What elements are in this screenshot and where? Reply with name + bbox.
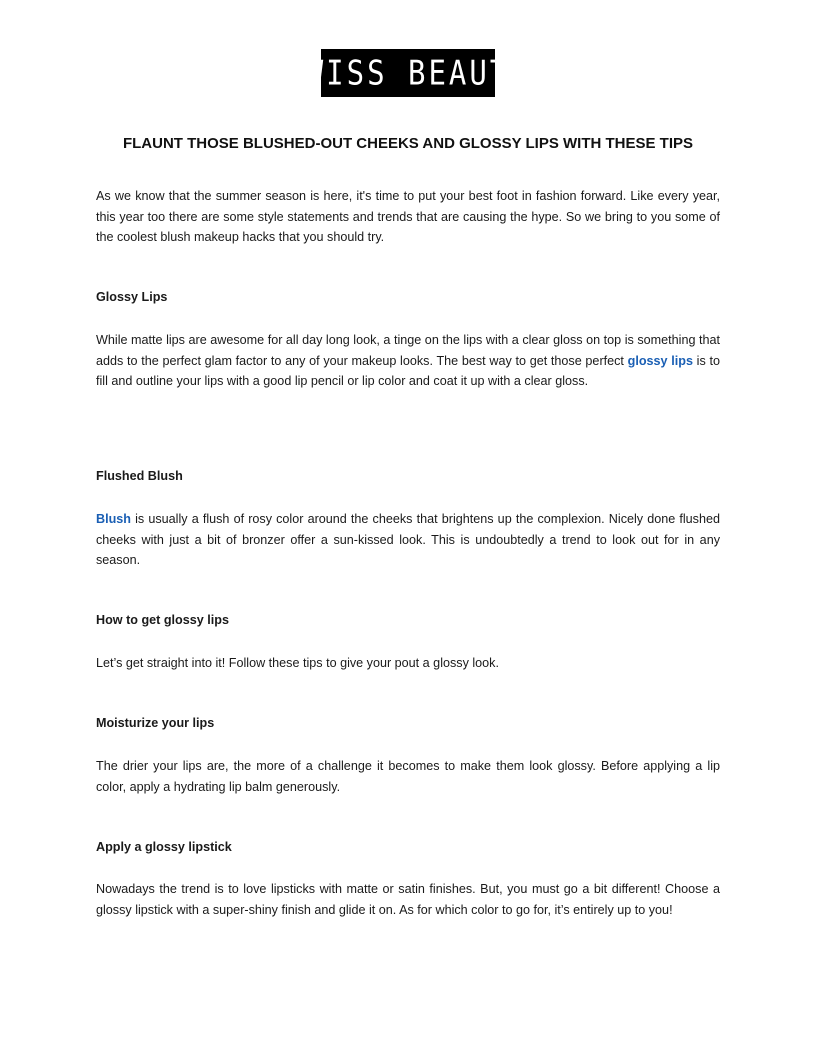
moisturize-paragraph: The drier your lips are, the more of a challenge it becomes to make them look glossy. Before applying a lip color, apply a hydrating lip balm generously. [96, 759, 720, 794]
heading-how-to-get-glossy-lips: How to get glossy lips [96, 613, 229, 627]
brand-logo [285, 49, 531, 97]
heading-glossy-lips: Glossy Lips [96, 290, 168, 304]
flushed-blush-paragraph [96, 509, 720, 571]
blush-link[interactable]: Blush [96, 512, 131, 526]
how-to-paragraph: Let’s get straight into it! Follow these tips to give your pout a glossy look. [96, 656, 499, 670]
heading-moisturize-your-lips: Moisturize your lips [96, 716, 215, 730]
flushed-blush-text: is usually a flush of rosy color around the cheeks that brightens up the complexion. Nicely done flushed cheeks with just a bit of bronzer offer a sun-kissed look. This is undoubtedly a trend to look out for in any season. [96, 512, 720, 568]
heading-apply-glossy-lipstick: Apply a glossy lipstick [96, 840, 232, 854]
glossy-lips-link[interactable]: glossy lips [627, 353, 693, 368]
apply-lipstick-paragraph: Nowadays the trend is to love lipsticks with matte or satin finishes. But, you must go a bit different! Choose a glossy lipstick with a super-shiny finish and glide it on. As for which color to go for, it’s entirely up to you! [96, 882, 720, 917]
glossy-lips-text-after: is to fill and outline your lips with a good lip pencil or lip color and coat it up with a clear gloss. [96, 353, 720, 389]
intro-paragraph: As we know that the summer season is here, it's time to put your best foot in fashion forward. Like every year, this year too there are some style statements and trends that are causing the hype. So we bring to you some of the coolest blush makeup hacks that you should try. [96, 189, 720, 245]
article-title: FLAUNT THOSE BLUSHED-OUT CHEEKS AND GLOSSY LIPS WITH THESE TIPS [122, 135, 694, 152]
brand-logo-text: SWISS BEAUTY [285, 52, 531, 93]
glossy-lips-paragraph [96, 330, 720, 392]
glossy-lips-text-before: While matte lips are awesome for all day long look, a tinge on the lips with a clear gloss on top is something that adds to the perfect glam factor to any of your makeup looks. The best way to get those perfect [96, 333, 720, 368]
heading-flushed-blush: Flushed Blush [96, 469, 183, 483]
